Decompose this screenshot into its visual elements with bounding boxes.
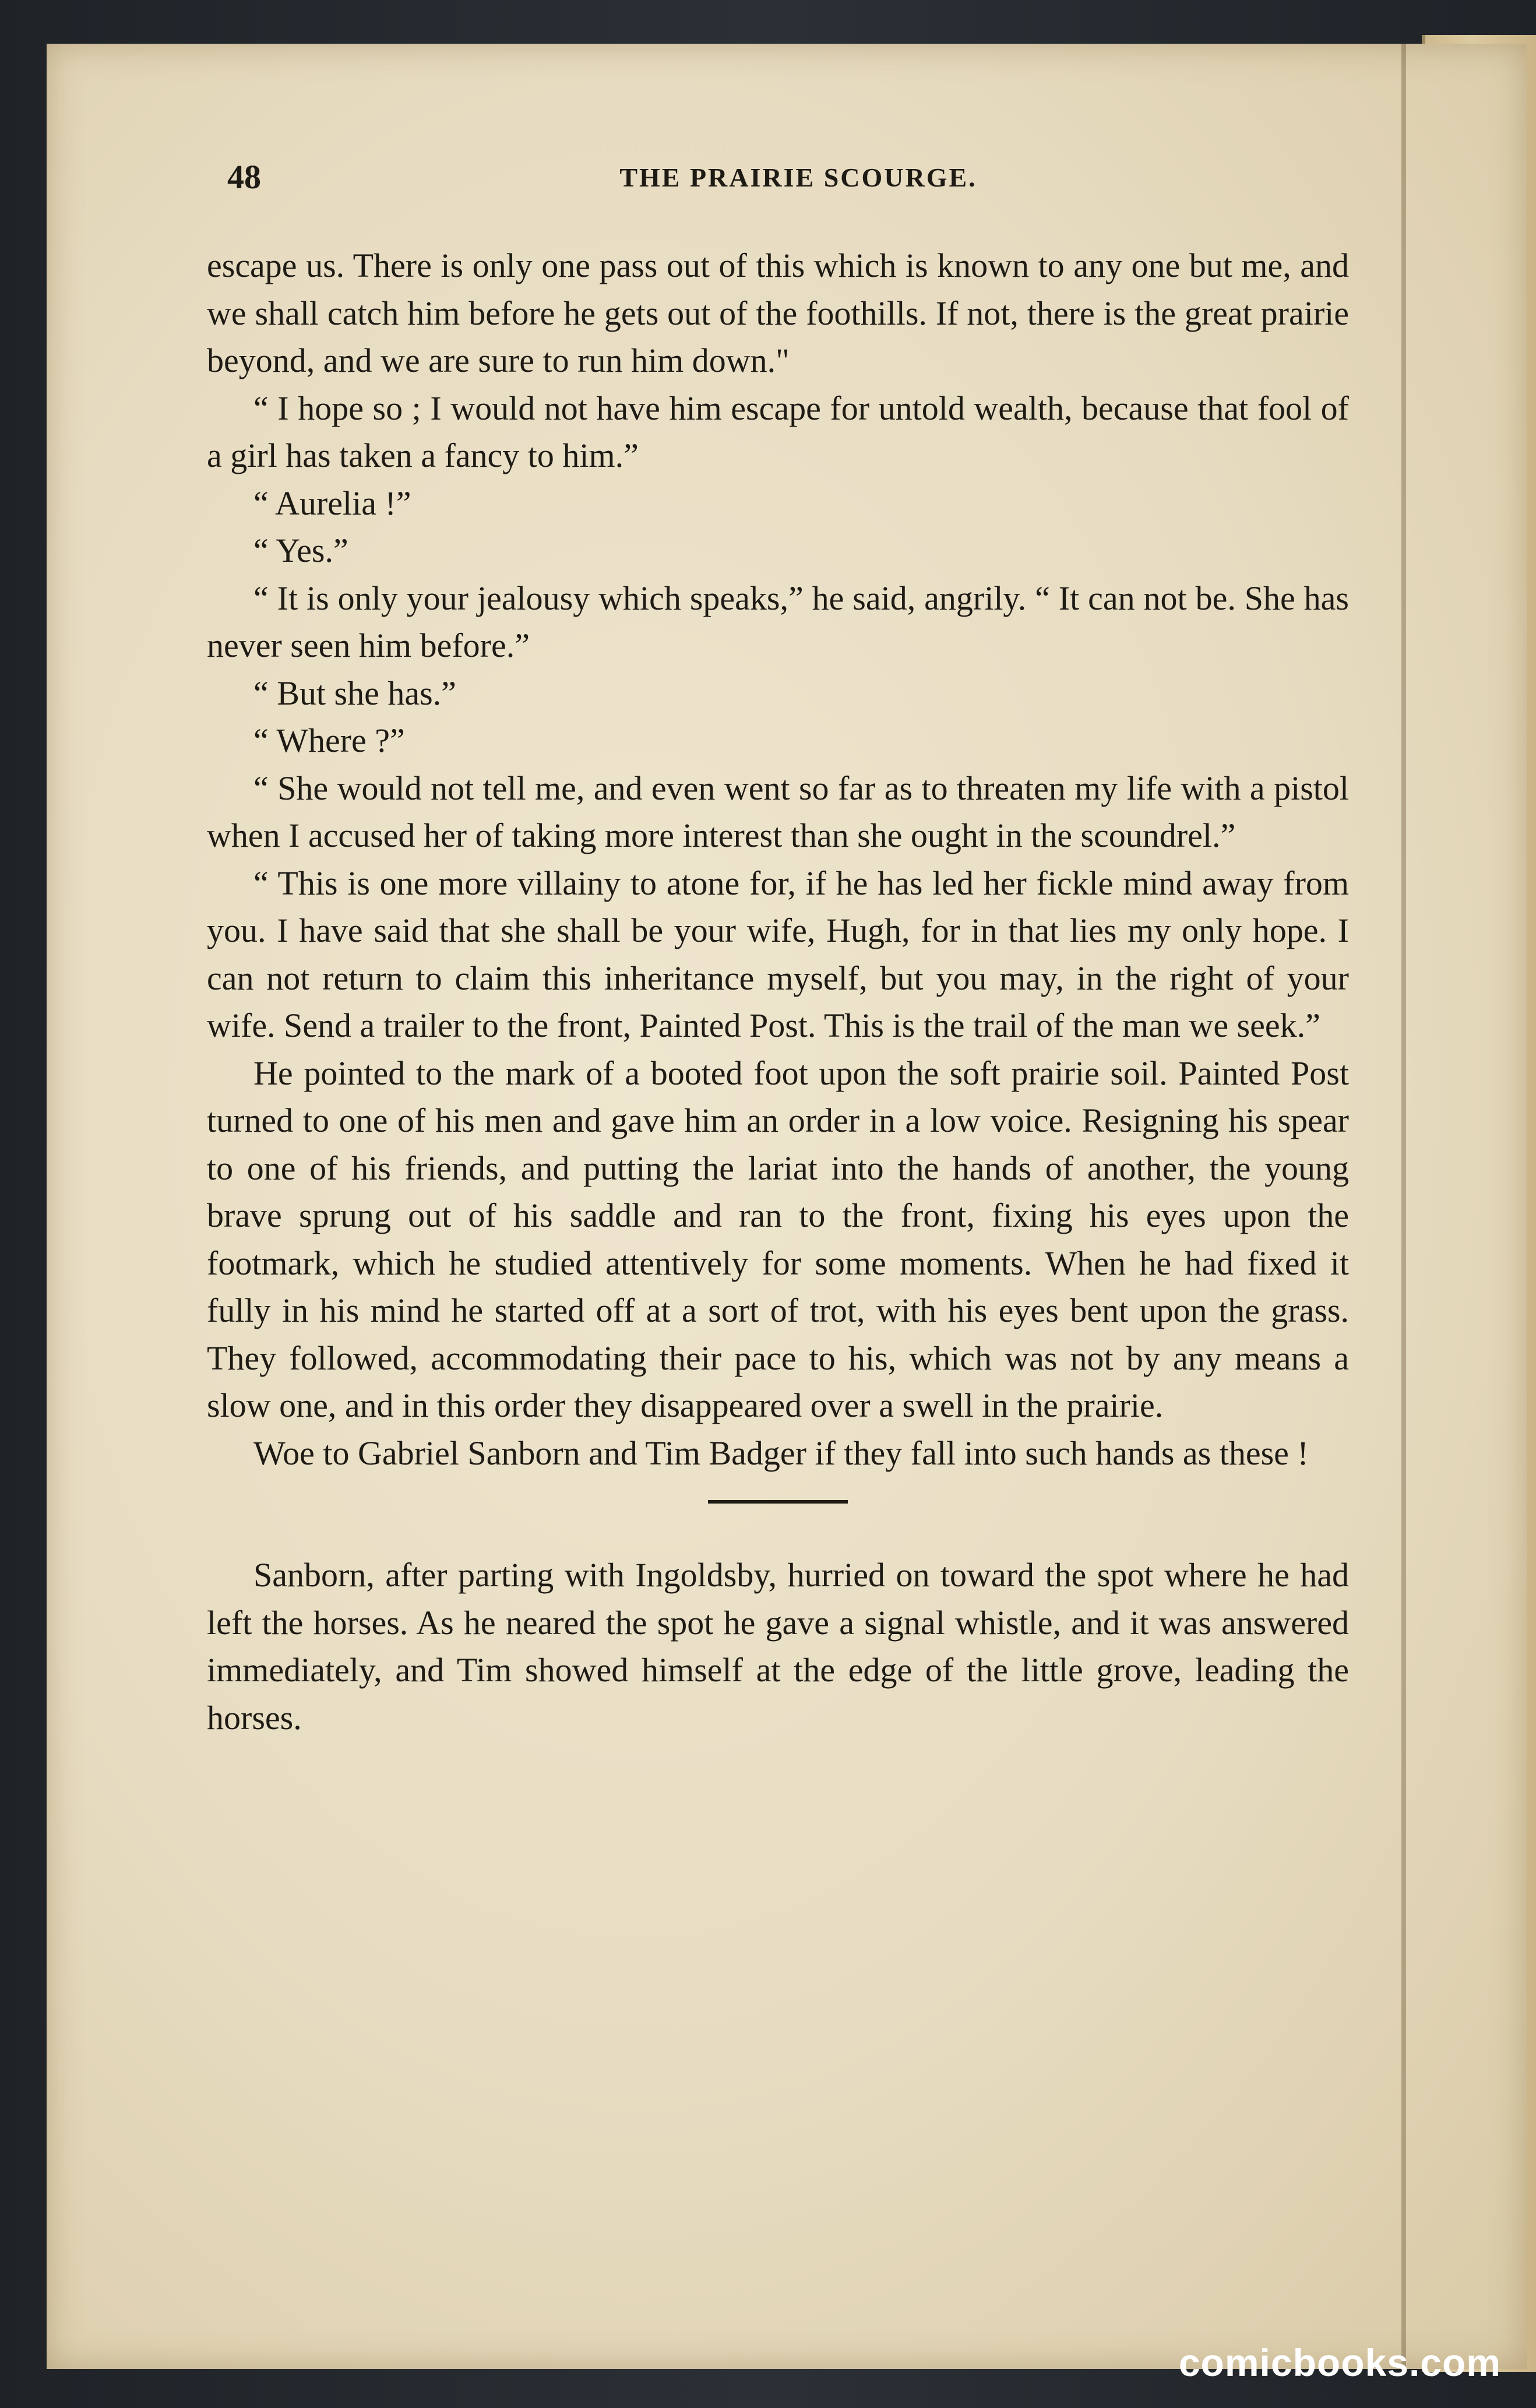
page-number: 48 (227, 158, 261, 196)
paragraph: “ It is only your jealousy which speaks,” he said, angrily. “ It can not be. She has never seen him before.” (207, 579, 1349, 664)
running-title: THE PRAIRIE SCOURGE. (619, 163, 977, 192)
page-gutter (1401, 44, 1406, 2369)
paragraph: “ But she has.” (253, 674, 456, 712)
paragraph: “ This is one more villainy to atone for, if he has led her fickle mind away from you. I have said that she shall be your wife, Hugh, for in that lies my only hope. I can not return to claim this inheritance myself, but you may, in the right of your wife. Send a trailer to the front, Painted Post. This is the trail of the man we seek.” (207, 864, 1349, 1044)
paragraph: He pointed to the mark of a booted foot upon the soft prairie soil. Painted Post turned to one of his men and gave him an order in a low voice. Resigning his spear to one of his friends, and putting the lariat into the hands of another, the young brave sprung out of his saddle and ran to the front, fixing his eyes upon the footmark, which he studied attentively for some moments. When he had fixed it fully in his mind he started off at a sort of trot, with his eyes bent upon the grass. They followed, accommodating their pace to his, which was not by any means a slow one, and in this order they disappeared over a swell in the prairie. (207, 1054, 1349, 1424)
paragraph: “ Yes.” (253, 531, 348, 569)
body-text (207, 242, 1349, 1741)
paragraph: “ I hope so ; I would not have him escape for untold wealth, because that fool of a girl has taken a fancy to him.” (207, 389, 1349, 474)
paragraph: escape us. There is only one pass out of this which is known to any one but me, and we shall catch him before he gets out of the foothills. If not, there is the great prairie beyond, and we are sure to run him down." (207, 247, 1349, 379)
paragraph: Woe to Gabriel Sanborn and Tim Badger if they fall into such hands as these ! (253, 1434, 1309, 1472)
paragraph: “ She would not tell me, and even went so far as to threaten my life with a pistol when I accused her of taking more interest than she ought in the scoundrel.” (207, 769, 1349, 854)
page-header (227, 157, 1369, 198)
paragraph: “ Where ?” (253, 721, 405, 759)
paragraph: “ Aurelia !” (253, 484, 411, 522)
section-divider (708, 1500, 848, 1504)
watermark: comicbooks.com (1178, 2341, 1501, 2384)
paragraph: Sanborn, after parting with Ingoldsby, hurried on toward the spot where he had left the horses. As he neared the spot he gave a signal whistle, and it was answered immediately, and Tim showed himself at the edge of the little grove, leading the horses. (207, 1556, 1349, 1737)
